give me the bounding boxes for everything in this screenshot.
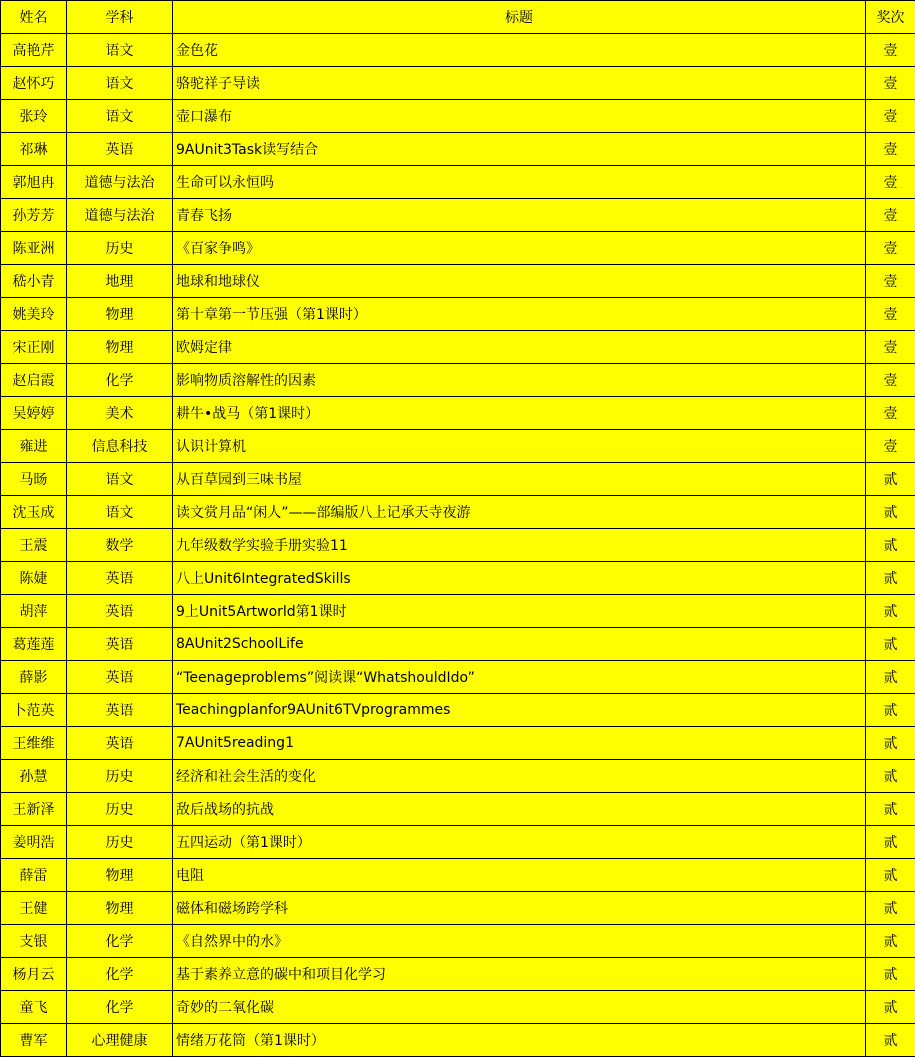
- table-row: [1, 430, 915, 463]
- table-row: [1, 166, 915, 199]
- cell-subject: 历史: [67, 232, 173, 265]
- cell-title: 8AUnit2SchoolLife: [173, 628, 866, 661]
- table-row: [1, 364, 915, 397]
- cell-subject: 语文: [67, 100, 173, 133]
- cell-name: 孙慧: [1, 760, 67, 793]
- cell-name: 支银: [1, 925, 67, 958]
- cell-subject: 历史: [67, 760, 173, 793]
- cell-subject: 英语: [67, 562, 173, 595]
- cell-name: 陈亚洲: [1, 232, 67, 265]
- table-row: [1, 397, 915, 430]
- table-row: [1, 991, 915, 1024]
- cell-name: 赵怀巧: [1, 67, 67, 100]
- cell-subject: 化学: [67, 991, 173, 1024]
- cell-award: 贰: [866, 595, 915, 628]
- header-name: 姓名: [1, 1, 67, 34]
- cell-title: 敌后战场的抗战: [173, 793, 866, 826]
- cell-title: 青春飞扬: [173, 199, 866, 232]
- cell-name: 薛影: [1, 661, 67, 694]
- cell-title: 《自然界中的水》: [173, 925, 866, 958]
- cell-subject: 英语: [67, 133, 173, 166]
- cell-name: 曹军: [1, 1024, 67, 1057]
- cell-title: 欧姆定律: [173, 331, 866, 364]
- cell-award: 贰: [866, 859, 915, 892]
- table-row: [1, 562, 915, 595]
- cell-award: 壹: [866, 133, 915, 166]
- cell-award: 贰: [866, 463, 915, 496]
- cell-title: 7AUnit5reading1: [173, 727, 866, 760]
- table-row: [1, 661, 915, 694]
- cell-subject: 信息科技: [67, 430, 173, 463]
- cell-subject: 道德与法治: [67, 166, 173, 199]
- table-row: [1, 859, 915, 892]
- cell-award: 贰: [866, 826, 915, 859]
- header-title: 标题: [173, 1, 866, 34]
- cell-name: 姜明浩: [1, 826, 67, 859]
- table-row: [1, 199, 915, 232]
- cell-award: 贰: [866, 760, 915, 793]
- cell-name: 张玲: [1, 100, 67, 133]
- table-row: [1, 463, 915, 496]
- cell-subject: 语文: [67, 463, 173, 496]
- cell-title: 金色花: [173, 34, 866, 67]
- table-row: [1, 760, 915, 793]
- cell-title: 磁体和磁场跨学科: [173, 892, 866, 925]
- cell-award: 壹: [866, 331, 915, 364]
- cell-title: 地球和地球仪: [173, 265, 866, 298]
- table-row: [1, 1024, 915, 1057]
- cell-award: 贰: [866, 958, 915, 991]
- header-row: [1, 1, 915, 34]
- table-row: [1, 925, 915, 958]
- cell-title: 9上Unit5Artworld第1课时: [173, 595, 866, 628]
- cell-award: 贰: [866, 892, 915, 925]
- cell-name: 吴婷婷: [1, 397, 67, 430]
- cell-name: 祁琳: [1, 133, 67, 166]
- cell-name: 郭旭冉: [1, 166, 67, 199]
- cell-title: 骆驼祥子导读: [173, 67, 866, 100]
- cell-title: “Teenageproblems”阅读课“WhatshouldIdo”: [173, 661, 866, 694]
- table-row: [1, 100, 915, 133]
- header-subject: 学科: [67, 1, 173, 34]
- cell-name: 马旸: [1, 463, 67, 496]
- cell-award: 贰: [866, 562, 915, 595]
- table-row: [1, 826, 915, 859]
- cell-award: 壹: [866, 364, 915, 397]
- cell-title: 读文赏月品“闲人”——部编版八上记承天寺夜游: [173, 496, 866, 529]
- cell-subject: 英语: [67, 694, 173, 727]
- table-row: [1, 265, 915, 298]
- cell-title: 第十章第一节压强（第1课时）: [173, 298, 866, 331]
- cell-subject: 英语: [67, 595, 173, 628]
- cell-award: 壹: [866, 67, 915, 100]
- cell-subject: 心理健康: [67, 1024, 173, 1057]
- cell-name: 陈婕: [1, 562, 67, 595]
- cell-name: 卜范英: [1, 694, 67, 727]
- table-row: [1, 133, 915, 166]
- cell-title: 生命可以永恒吗: [173, 166, 866, 199]
- cell-title: 五四运动（第1课时）: [173, 826, 866, 859]
- cell-title: 耕牛•战马（第1课时）: [173, 397, 866, 430]
- table-row: [1, 298, 915, 331]
- cell-award: 贰: [866, 1024, 915, 1057]
- cell-name: 王震: [1, 529, 67, 562]
- table-row: [1, 958, 915, 991]
- cell-title: Teachingplanfor9AUnit6TVprogrammes: [173, 694, 866, 727]
- cell-name: 杨月云: [1, 958, 67, 991]
- cell-subject: 英语: [67, 661, 173, 694]
- cell-subject: 化学: [67, 958, 173, 991]
- table-row: [1, 496, 915, 529]
- cell-subject: 历史: [67, 793, 173, 826]
- cell-name: 葛莲莲: [1, 628, 67, 661]
- cell-subject: 数学: [67, 529, 173, 562]
- cell-award: 贰: [866, 496, 915, 529]
- cell-title: 九年级数学实验手册实验11: [173, 529, 866, 562]
- table-row: [1, 595, 915, 628]
- cell-subject: 英语: [67, 727, 173, 760]
- table-row: [1, 331, 915, 364]
- cell-subject: 语文: [67, 34, 173, 67]
- table-row: [1, 628, 915, 661]
- cell-name: 孙芳芳: [1, 199, 67, 232]
- cell-subject: 语文: [67, 67, 173, 100]
- cell-subject: 语文: [67, 496, 173, 529]
- cell-subject: 物理: [67, 298, 173, 331]
- cell-award: 贰: [866, 991, 915, 1024]
- cell-award: 壹: [866, 100, 915, 133]
- cell-subject: 道德与法治: [67, 199, 173, 232]
- table-row: [1, 793, 915, 826]
- cell-title: 9AUnit3Task读写结合: [173, 133, 866, 166]
- cell-title: 奇妙的二氧化碳: [173, 991, 866, 1024]
- cell-name: 王新泽: [1, 793, 67, 826]
- cell-title: 基于素养立意的碳中和项目化学习: [173, 958, 866, 991]
- table-row: [1, 529, 915, 562]
- table-row: [1, 67, 915, 100]
- cell-award: 贰: [866, 793, 915, 826]
- cell-name: 姚美玲: [1, 298, 67, 331]
- cell-award: 贰: [866, 925, 915, 958]
- cell-title: 情绪万花筒（第1课时）: [173, 1024, 866, 1057]
- cell-subject: 英语: [67, 628, 173, 661]
- cell-award: 壹: [866, 34, 915, 67]
- cell-award: 壹: [866, 265, 915, 298]
- table-row: [1, 694, 915, 727]
- cell-award: 贰: [866, 661, 915, 694]
- cell-title: 壶口瀑布: [173, 100, 866, 133]
- cell-award: 壹: [866, 397, 915, 430]
- cell-subject: 物理: [67, 331, 173, 364]
- cell-name: 嵇小青: [1, 265, 67, 298]
- cell-name: 赵启霞: [1, 364, 67, 397]
- cell-name: 沈玉成: [1, 496, 67, 529]
- table-row: [1, 232, 915, 265]
- cell-subject: 物理: [67, 859, 173, 892]
- cell-subject: 物理: [67, 892, 173, 925]
- cell-subject: 地理: [67, 265, 173, 298]
- cell-title: 八上Unit6IntegratedSkills: [173, 562, 866, 595]
- cell-subject: 美术: [67, 397, 173, 430]
- cell-title: 认识计算机: [173, 430, 866, 463]
- table-body: [1, 34, 915, 1057]
- cell-title: 《百家争鸣》: [173, 232, 866, 265]
- header-award: 奖次: [866, 1, 915, 34]
- cell-award: 壹: [866, 199, 915, 232]
- cell-name: 王健: [1, 892, 67, 925]
- cell-award: 贰: [866, 694, 915, 727]
- cell-name: 胡萍: [1, 595, 67, 628]
- cell-title: 电阻: [173, 859, 866, 892]
- cell-award: 贰: [866, 628, 915, 661]
- cell-award: 壹: [866, 298, 915, 331]
- cell-title: 影响物质溶解性的因素: [173, 364, 866, 397]
- cell-name: 宋正刚: [1, 331, 67, 364]
- cell-subject: 历史: [67, 826, 173, 859]
- table-row: [1, 34, 915, 67]
- cell-name: 童飞: [1, 991, 67, 1024]
- cell-award: 壹: [866, 430, 915, 463]
- cell-title: 经济和社会生活的变化: [173, 760, 866, 793]
- cell-subject: 化学: [67, 925, 173, 958]
- cell-name: 薛雷: [1, 859, 67, 892]
- cell-award: 壹: [866, 232, 915, 265]
- cell-name: 雍进: [1, 430, 67, 463]
- cell-subject: 化学: [67, 364, 173, 397]
- table-row: [1, 727, 915, 760]
- cell-award: 贰: [866, 727, 915, 760]
- cell-award: 壹: [866, 166, 915, 199]
- cell-award: 贰: [866, 529, 915, 562]
- cell-name: 高艳芹: [1, 34, 67, 67]
- table-row: [1, 892, 915, 925]
- cell-title: 从百草园到三味书屋: [173, 463, 866, 496]
- cell-name: 王维维: [1, 727, 67, 760]
